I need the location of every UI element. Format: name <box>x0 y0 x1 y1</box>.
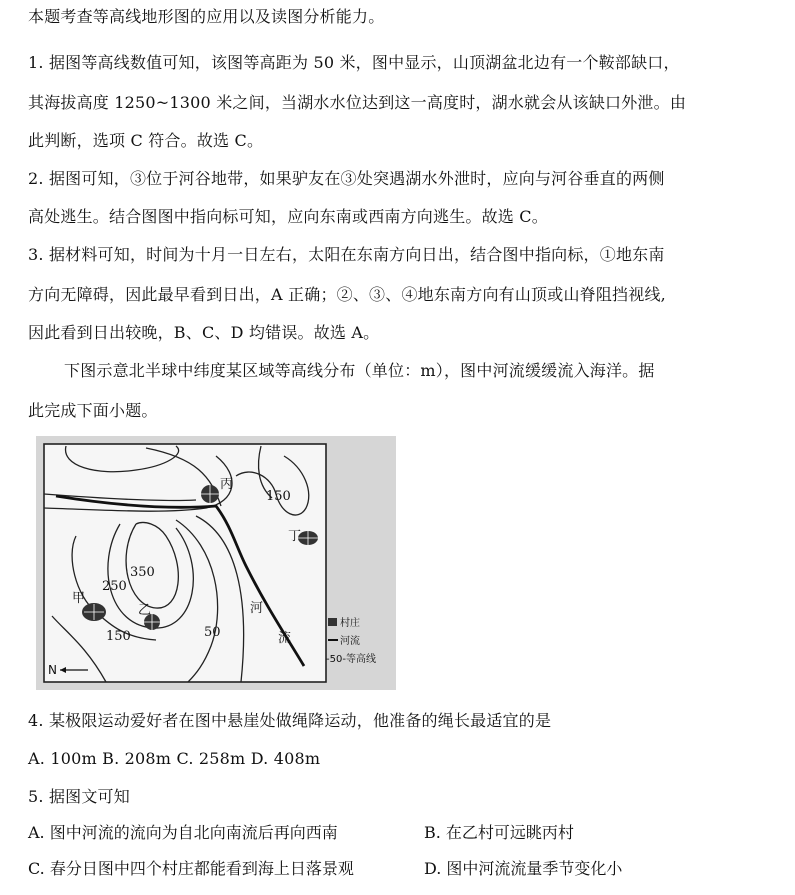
analysis-line-9: 因此看到日出较晚，B、C、D 均错误。故选 A。 <box>28 323 380 342</box>
question-5-stem: 5. 据图文可知 <box>28 787 130 806</box>
analysis-line-6: 高处逃生。结合图图中指向标可知，应向东南或西南方向逃生。故选 C。 <box>28 207 548 226</box>
contour-label-250: 250 <box>102 579 127 594</box>
legend-contour-label: -50-等高线 <box>326 654 376 665</box>
village-label-ding: 丁 <box>288 529 302 544</box>
question-4-stem: 4. 某极限运动爱好者在图中悬崖处做绳降运动，他准备的绳长最适宜的是 <box>28 711 552 730</box>
river-label-liu: 流 <box>278 631 292 646</box>
river-label-he: 河 <box>250 601 264 616</box>
question-5-option-c: C. 春分日图中四个村庄都能看到海上日落景观 <box>28 859 354 878</box>
analysis-line-8: 方向无障碍，因此最早看到日出，A 正确；②、③、④地东南方向有山顶或山脊阻挡视线, <box>28 285 666 304</box>
analysis-line-7: 3. 据材料可知，时间为十月一日左右，太阳在东南方向日出，结合图中指向标，①地东南 <box>28 245 665 264</box>
contour-label-150-west: 150 <box>106 629 131 644</box>
question-5-option-d: D. 图中河流流量季节变化小 <box>424 859 623 878</box>
contour-map <box>36 436 396 690</box>
analysis-line-5: 2. 据图可知，③位于河谷地带，如果驴友在③处突遇湖水外泄时，应向与河谷垂直的两侧 <box>28 169 665 188</box>
intro-line-2: 此完成下面小题。 <box>28 401 158 420</box>
contour-label-150-east: 150 <box>266 489 291 504</box>
svg-text:N: N <box>48 663 57 677</box>
analysis-line-4: 此判断，选项 C 符合。故选 C。 <box>28 131 264 150</box>
village-bing <box>201 485 219 503</box>
question-4-options: A. 100m B. 208m C. 258m D. 408m <box>28 749 321 768</box>
village-label-jia: 甲 <box>72 591 86 606</box>
question-5-option-a: A. 图中河流的流向为自北向南流后再向西南 <box>28 823 338 842</box>
legend-village-label: 村庄 <box>340 618 360 629</box>
intro-line-1: 下图示意北半球中纬度某区域等高线分布（单位：m），图中河流缓缓流入海洋。据 <box>64 361 655 380</box>
village-label-bing: 丙 <box>220 477 234 492</box>
village-jia <box>82 603 106 621</box>
contour-label-350: 350 <box>130 565 155 580</box>
analysis-line-3: 其海拔高度 1250~1300 米之间，当湖水水位达到这一高度时，湖水就会从该缺口外泄。由 <box>28 93 687 112</box>
legend-river-label: 河流 <box>340 636 360 647</box>
question-5-option-b: B. 在乙村可远眺丙村 <box>424 823 574 842</box>
analysis-line-1: 本题考查等高线地形图的应用以及读图分析能力。 <box>28 7 385 26</box>
contour-label-50: 50 <box>204 625 221 640</box>
analysis-line-2: 1. 据图等高线数值可知，该图等高距为 50 米，图中显示，山顶湖盆北边有一个鞍部缺口， <box>28 53 680 72</box>
village-label-yi: 乙 <box>138 603 152 618</box>
legend-village-icon <box>328 618 337 626</box>
